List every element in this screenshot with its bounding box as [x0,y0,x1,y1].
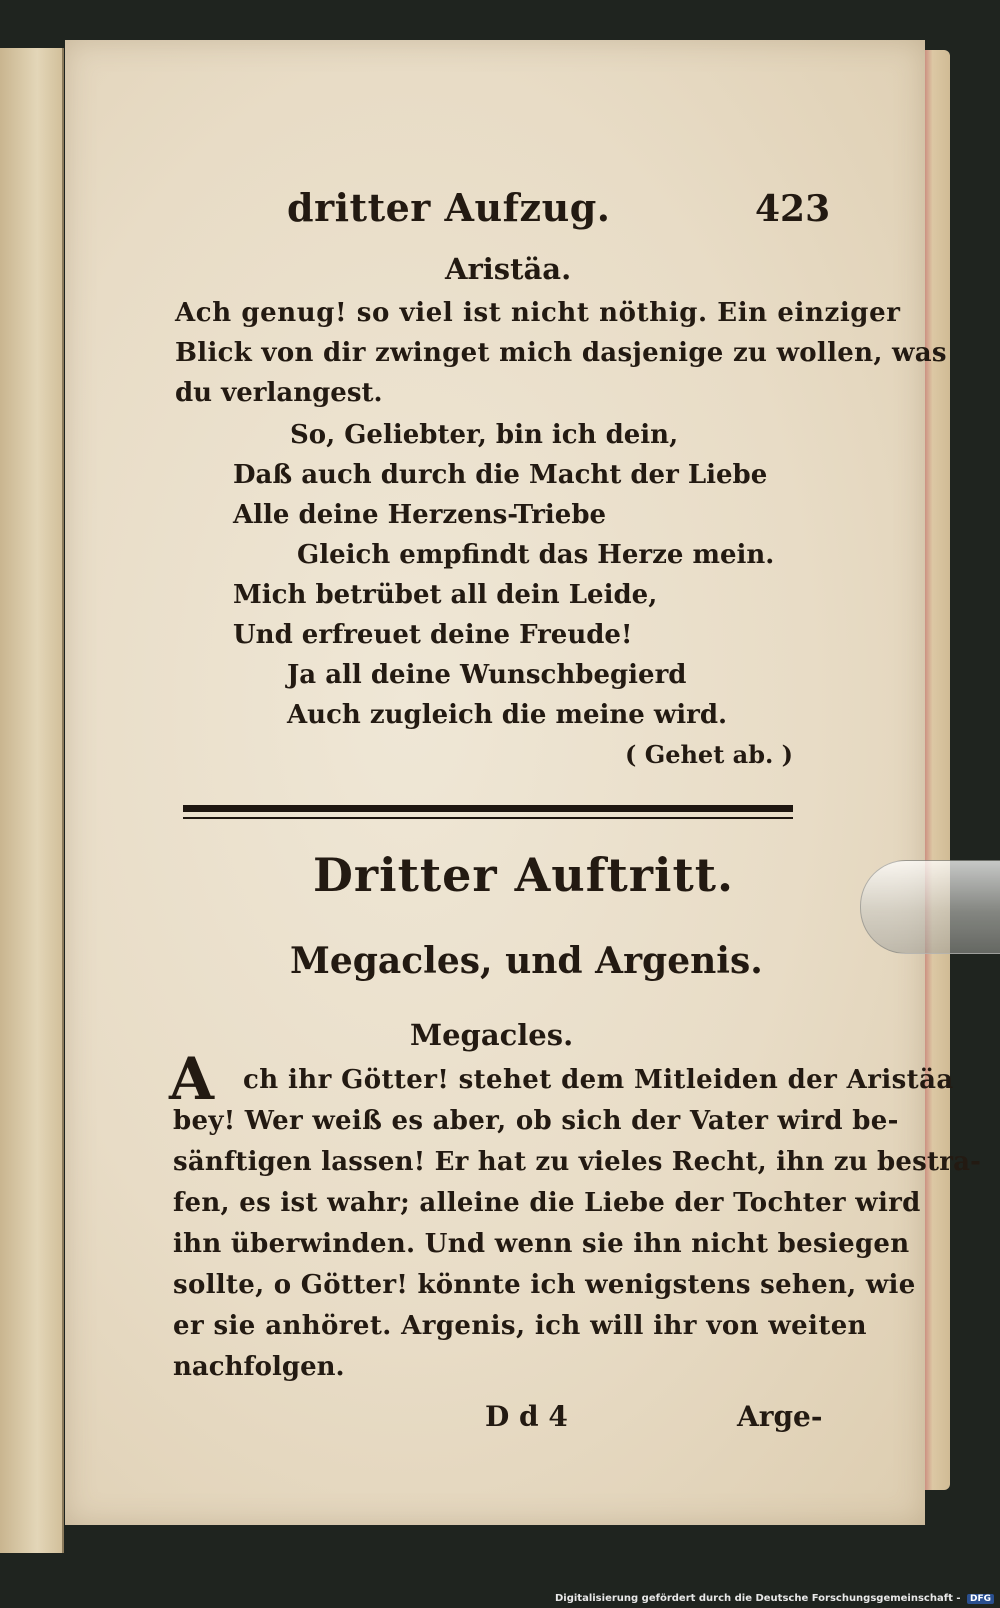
verse-line: Ja all deine Wunschbegierd [287,660,687,690]
section-divider-thin [183,817,793,819]
scene-characters: Megacles, und Argenis. [290,940,763,982]
drop-initial: A [169,1045,215,1113]
book-page [65,40,982,1525]
prose-line: Blick von dir zwinget mich dasjenige zu wollen, was [175,338,947,368]
prose-line: nachfolgen. [173,1352,345,1382]
prose-line: er sie anhöret. Argenis, ich will ihr von weiten [173,1311,867,1341]
section-divider [183,805,793,812]
speaker-name: Aristäa. [445,252,572,286]
prose-line: du verlangest. [175,378,383,408]
prose-line: Ach genug! so viel ist nicht nöthig. Ein einziger [175,298,901,328]
prose-line: sollte, o Götter! könnte ich wenigstens sehen, wie [173,1270,916,1300]
verse-line: Gleich empfindt das Herze mein. [297,540,775,570]
verse-line: Und erfreuet deine Freude! [233,620,633,650]
verse-line: So, Geliebter, bin ich dein, [290,420,679,450]
signature-mark: D d 4 [485,1400,568,1433]
prose-line: bey! Wer weiß es aber, ob sich der Vater wird be- [173,1106,899,1136]
digitization-credit [555,1593,994,1604]
verse-line: Daß auch durch die Macht der Liebe [233,460,768,490]
prose-line: ihn überwinden. Und wenn sie ihn nicht besiegen [173,1229,910,1259]
dfg-logo: DFG [967,1594,994,1604]
verse-line: Mich betrübet all dein Leide, [233,580,658,610]
catchword: Arge- [737,1400,823,1433]
page-number: 423 [755,188,831,230]
prose-line: ch ihr Götter! stehet dem Mitleiden der Aristäa [243,1065,954,1095]
previous-page-edge [0,48,64,1553]
speaker-name: Megacles. [410,1018,574,1052]
verse-line: Auch zugleich die meine wird. [287,700,728,730]
page-clip [860,860,1000,954]
scene-title: Dritter Auftritt. [313,848,735,902]
prose-line: sänftigen lassen! Er hat zu vieles Recht, ihn zu bestra- [173,1147,982,1177]
credit-text: Digitalisierung gefördert durch die Deutsche Forschungsgemeinschaft - [554,1593,961,1604]
prose-line: fen, es ist wahr; alleine die Liebe der Tochter wird [173,1188,921,1218]
stage-direction: ( Gehet ab. ) [625,740,794,769]
running-head: dritter Aufzug. [287,185,611,230]
verse-line: Alle deine Herzens-Triebe [233,500,607,530]
